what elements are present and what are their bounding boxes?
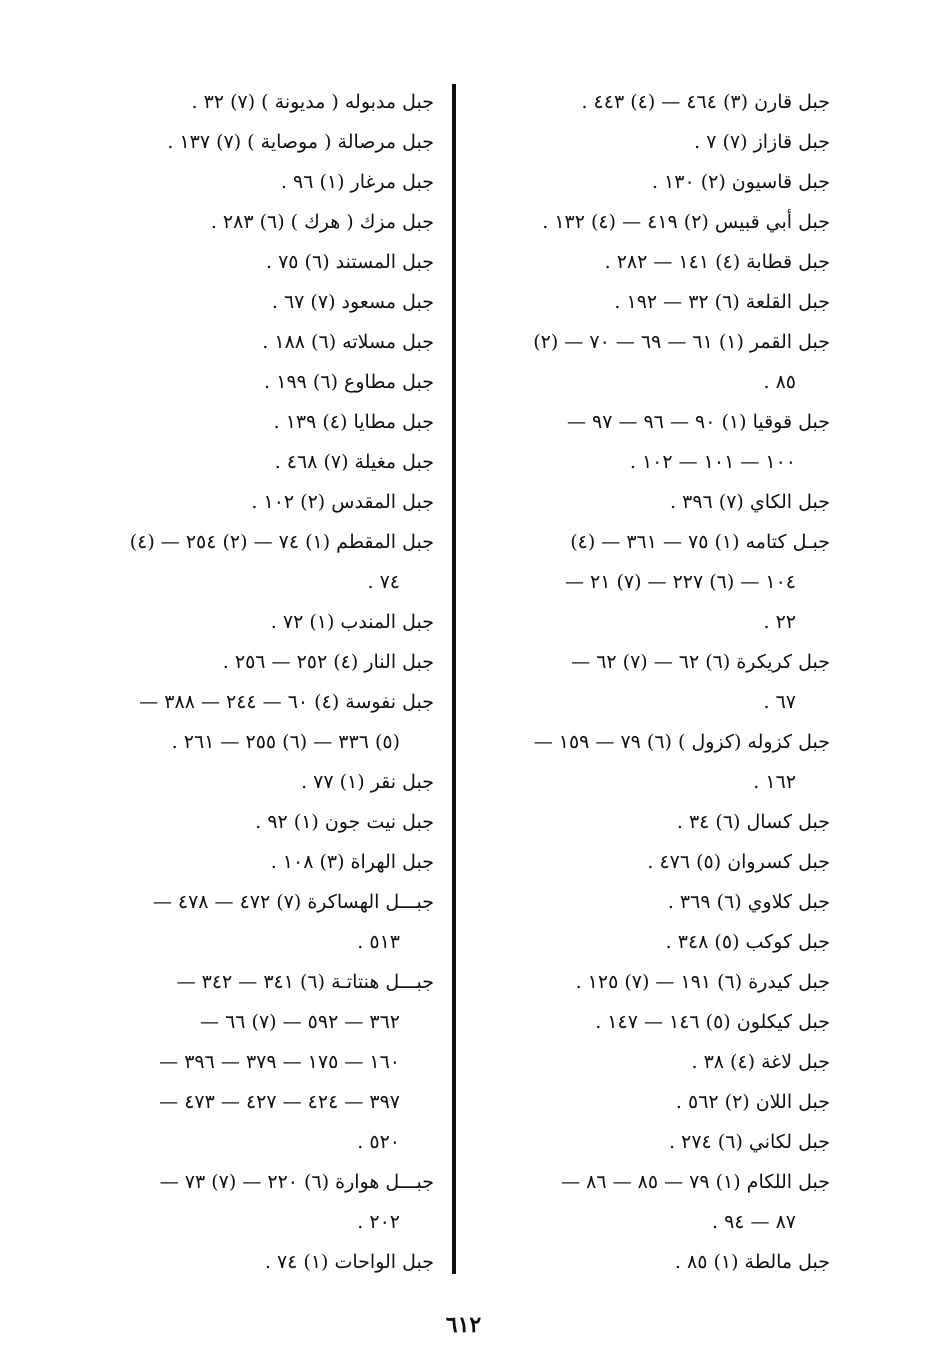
index-entry-line: جبل كزوله (كزول ) (٦) ٧٩ — ١٥٩ — — [533, 731, 830, 753]
index-entry-line: جبل المقطم (١) ٧٤ — (٢) ٢٥٤ — (٤) — [129, 531, 434, 553]
index-entry-line: جبل لكاني (٦) ٢٧٤ . — [669, 1131, 830, 1153]
index-entry — [478, 242, 830, 282]
index-entry-line: جبـــل هوارة (٦) ٢٢٠ — (٧) ٧٣ — — [159, 1171, 434, 1193]
index-entry-continuation: ٣٩٧ — ٤٢٤ — ٤٢٧ — ٤٧٣ — — [159, 1091, 400, 1113]
index-entry — [88, 162, 434, 202]
index-entry-line: جبل لاغة (٤) ٣٨ . — [691, 1051, 830, 1073]
index-entry — [478, 162, 830, 202]
index-entry-line: جبل المقدس (٢) ١٠٢ . — [251, 491, 434, 513]
index-entry — [478, 1082, 830, 1122]
index-entry — [478, 882, 830, 922]
index-entry-line: جبل قطابة (٤) ١٤١ — ٢٨٢ . — [604, 251, 830, 273]
index-entry-line: جبل المندب (١) ٧٢ . — [270, 611, 434, 633]
index-entry-line: جبل قاسيون (٢) ١٣٠ . — [651, 171, 830, 193]
index-entry-continuation: ٣٦٢ — ٥٩٢ — (٧) ٦٦ — — [200, 1011, 400, 1033]
index-entry-line: جبل النار (٤) ٢٥٢ — ٢٥٦ . — [222, 651, 434, 673]
index-entry — [88, 282, 434, 322]
index-entry-continuation: ٢٢ . — [763, 611, 796, 633]
index-entry — [88, 82, 434, 122]
index-entry-line: جبل نفوسة (٤) ٦٠ — ٢٤٤ — ٣٨٨ — — [139, 691, 434, 713]
index-entry — [478, 402, 830, 482]
index-entry-line: جبل الهراة (٣) ١٠٨ . — [270, 851, 434, 873]
index-entry-continuation: ١٦٠ — ١٧٥ — ٣٧٩ — ٣٩٦ — — [159, 1051, 400, 1073]
index-entry-line: جبل قوقيا (١) ٩٠ — ٩٦ — ٩٧ — — [566, 411, 830, 433]
index-entry-line: جبل نقر (١) ٧٧ . — [301, 771, 434, 793]
index-entry — [478, 1242, 830, 1282]
index-entry — [478, 962, 830, 1002]
index-entry-line: جبل مطايا (٤) ١٣٩ . — [273, 411, 434, 433]
index-entry-continuation: ٧٤ . — [367, 571, 400, 593]
index-entry-continuation: ٥٢٠ . — [357, 1131, 400, 1153]
index-entry — [88, 682, 434, 762]
index-entry-line: جبـــل هنتاتـة (٦) ٣٤١ — ٣٤٢ — — [176, 971, 434, 993]
index-entry — [88, 242, 434, 282]
index-entry-line: جبل القلعة (٦) ٣٢ — ١٩٢ . — [614, 291, 830, 313]
index-entry-line: جبل كريكرة (٦) ٦٢ — (٧) ٦٢ — — [571, 651, 830, 673]
index-entry-line: جبل مسعود (٧) ٦٧ . — [271, 291, 434, 313]
index-entry-line: جبل أبي قبيس (٢) ٤١٩ — (٤) ١٣٢ . — [542, 211, 830, 233]
index-entry-line: جبل مرصالة ( موصاية ) (٧) ١٣٧ . — [167, 131, 434, 153]
index-entry — [88, 882, 434, 962]
index-entry — [478, 82, 830, 122]
index-entry-line: جبـل كتامه (١) ٧٥ — ٣٦١ — (٤) — [570, 531, 830, 553]
index-entry — [478, 522, 830, 642]
index-entry-continuation: ١٠٤ — (٦) ٢٢٧ — (٧) ٢١ — — [564, 571, 796, 593]
index-entry-line: جبـــل الهساكرة (٧) ٤٧٢ — ٤٧٨ — — [152, 891, 434, 913]
index-entry — [88, 322, 434, 362]
page-number: ٦١٢ — [445, 1312, 482, 1338]
index-entry — [88, 402, 434, 442]
index-entry — [88, 362, 434, 402]
index-column-left — [88, 82, 434, 1282]
index-entry-line: جبل الواحات (١) ٧٤ . — [264, 1251, 434, 1273]
index-entry — [478, 202, 830, 242]
index-entry-line: جبل كسروان (٥) ٤٧٦ . — [647, 851, 830, 873]
index-entry-line: جبل كلاوي (٦) ٣٦٩ . — [667, 891, 830, 913]
index-entry — [88, 1162, 434, 1242]
index-entry — [88, 642, 434, 682]
index-entry — [478, 1122, 830, 1162]
column-divider — [452, 84, 456, 1274]
index-entry-continuation: ٢٠٢ . — [357, 1211, 400, 1233]
index-entry-continuation: ٦٧ . — [763, 691, 796, 713]
index-entry-line: جبل اللكام (١) ٧٩ — ٨٥ — ٨٦ — — [561, 1171, 830, 1193]
index-entry-line: جبل نيت جون (١) ٩٢ . — [255, 811, 434, 833]
index-entry — [478, 642, 830, 722]
index-entry-continuation: ٥١٣ . — [357, 931, 400, 953]
index-entry — [88, 522, 434, 602]
index-entry-line: جبل القمر (١) ٦١ — ٦٩ — ٧٠ — (٢) — [533, 331, 830, 353]
index-entry-line: جبل مطاوع (٦) ١٩٩ . — [264, 371, 434, 393]
index-entry-line: جبل مالطة (١) ٨٥ . — [674, 1251, 830, 1273]
index-entry-line: جبل مسلاته (٦) ١٨٨ . — [262, 331, 434, 353]
index-entry-line: جبل الكاي (٧) ٣٩٦ . — [670, 491, 830, 513]
index-entry — [478, 482, 830, 522]
index-column-right — [478, 82, 830, 1282]
index-entry-line: جبل مدبوله ( مديونة ) (٧) ٣٢ . — [191, 91, 434, 113]
index-entry-line: جبل مغيلة (٧) ٤٦٨ . — [274, 451, 434, 473]
index-entry-line: جبل كيدرة (٦) ١٩١ — (٧) ١٢٥ . — [575, 971, 830, 993]
index-entry — [478, 922, 830, 962]
index-entry-line: جبل قازاز (٧) ٧ . — [694, 131, 830, 153]
index-entry — [478, 1002, 830, 1042]
index-entry — [88, 1242, 434, 1282]
index-entry — [478, 842, 830, 882]
index-entry-line: جبل كيكلون (٥) ١٤٦ — ١٤٧ . — [595, 1011, 830, 1033]
index-entry-line: جبل اللان (٢) ٥٦٢ . — [675, 1091, 830, 1113]
index-entry — [478, 322, 830, 402]
index-entry-line: جبل مزك ( هرك ) (٦) ٢٨٣ . — [210, 211, 434, 233]
index-entry-continuation: ١٠٠ — ١٠١ — ١٠٢ . — [629, 451, 796, 473]
index-entry-continuation: ١٦٢ . — [753, 771, 796, 793]
index-entry — [478, 1042, 830, 1082]
index-entry — [478, 282, 830, 322]
index-entry — [478, 1162, 830, 1242]
index-entry — [88, 202, 434, 242]
index-entry — [478, 122, 830, 162]
index-entry-line: جبل المستند (٦) ٧٥ . — [266, 251, 434, 273]
index-entry — [88, 962, 434, 1162]
index-entry — [478, 722, 830, 802]
index-entry-continuation: (٥) ٣٣٦ — (٦) ٢٥٥ — ٢٦١ . — [171, 731, 400, 753]
index-entry-continuation: ٨٥ . — [763, 371, 796, 393]
index-entry — [88, 602, 434, 642]
index-entry — [88, 442, 434, 482]
index-entry-line: جبل مرغار (١) ٩٦ . — [280, 171, 434, 193]
index-entry-line: جبل قارن (٣) ٤٦٤ — (٤) ٤٤٣ . — [581, 91, 830, 113]
index-entry-line: جبل كسال (٦) ٣٤ . — [676, 811, 830, 833]
index-entry — [88, 762, 434, 802]
index-entry — [88, 802, 434, 842]
index-entry-line: جبل كوكب (٥) ٣٤٨ . — [665, 931, 830, 953]
index-entry — [88, 122, 434, 162]
index-entry — [88, 842, 434, 882]
index-entry-continuation: ٨٧ — ٩٤ . — [711, 1211, 796, 1233]
index-entry — [478, 802, 830, 842]
index-entry — [88, 482, 434, 522]
